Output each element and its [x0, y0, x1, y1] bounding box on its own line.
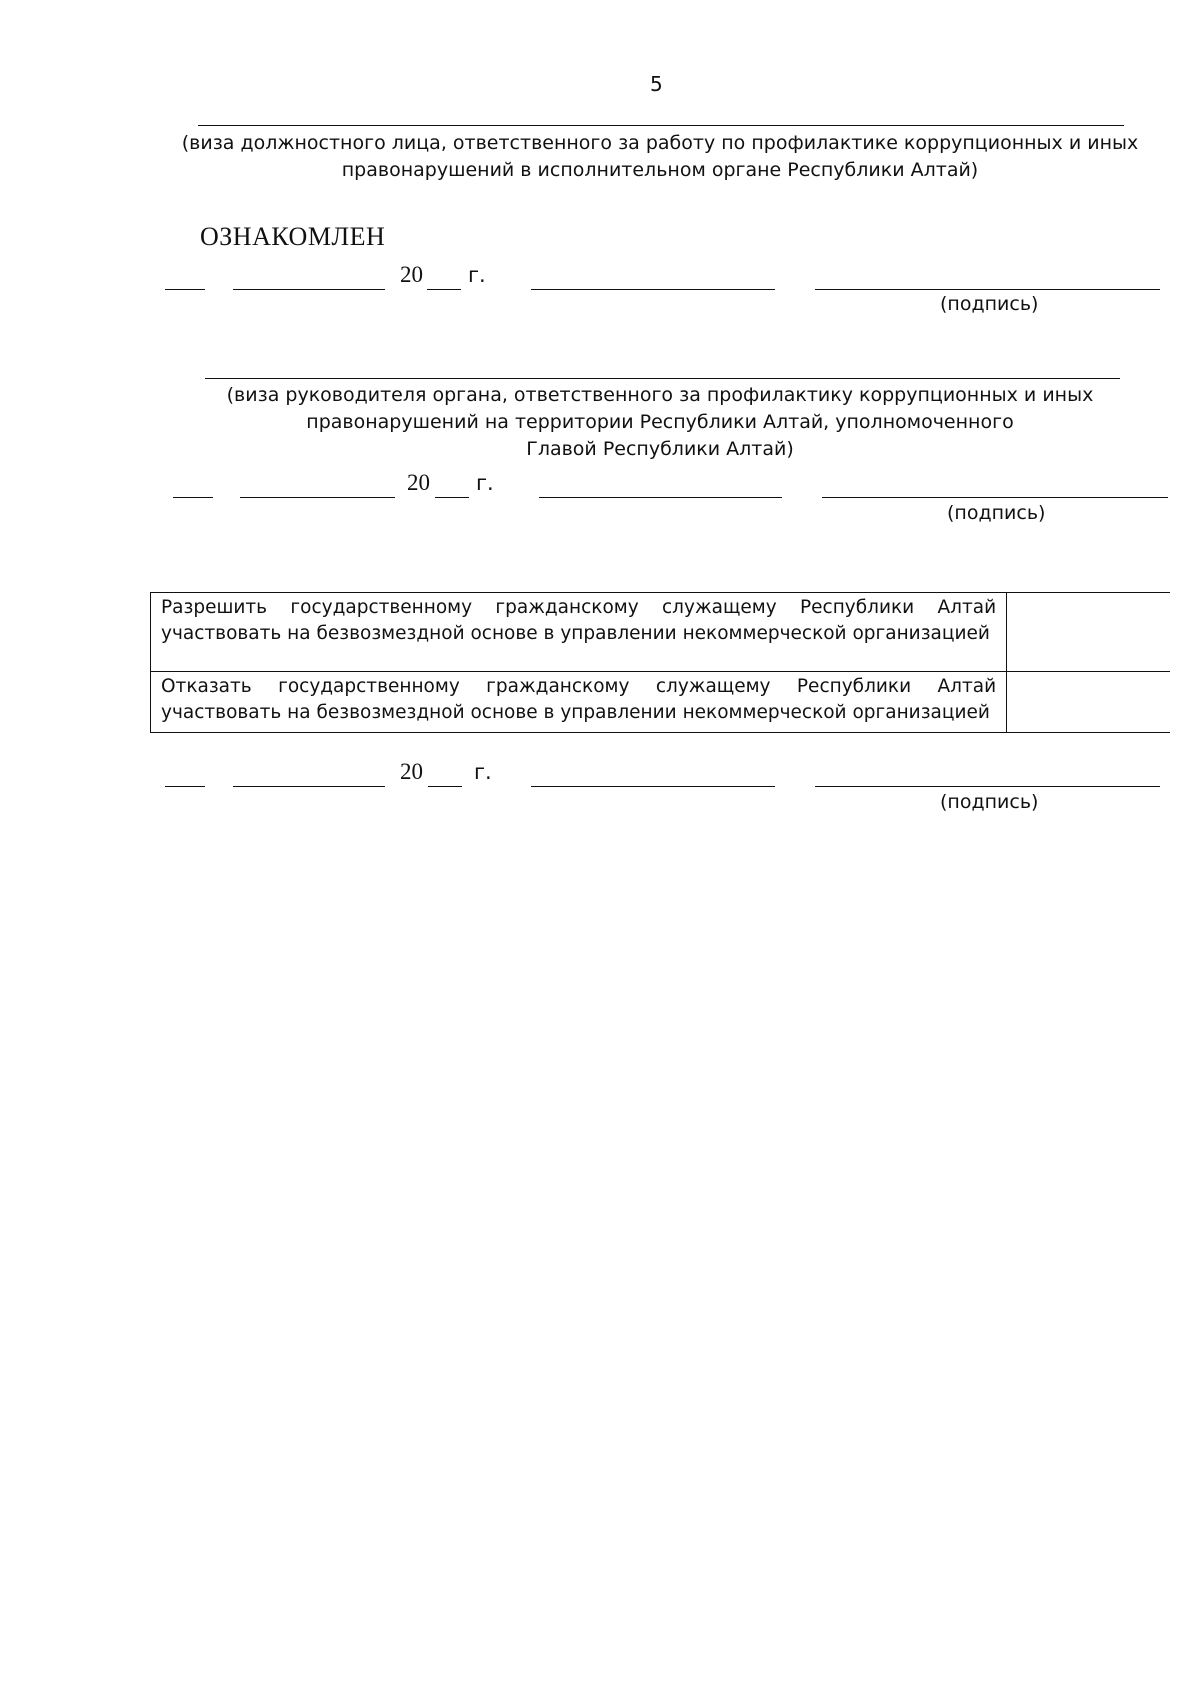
decision-table — [150, 592, 1170, 733]
signature-line[interactable] — [531, 289, 775, 290]
decision-mark-box[interactable] — [1007, 593, 1170, 672]
day-line[interactable] — [173, 497, 213, 498]
table-row — [151, 672, 1171, 733]
signature-line[interactable] — [539, 497, 782, 498]
visa-head-signature-line — [205, 378, 1120, 379]
name-line[interactable] — [815, 786, 1160, 787]
visa-official-caption — [150, 130, 1170, 184]
acknowledged-label: ОЗНАКОМЛЕН — [200, 222, 386, 251]
day-line[interactable] — [165, 786, 205, 787]
year-line[interactable] — [427, 289, 461, 290]
caption-line: правонарушений на территории Республики Алтай, уполномоченного — [306, 411, 1014, 433]
year-prefix: 20 — [400, 759, 423, 784]
month-line[interactable] — [240, 497, 395, 498]
caption-line: правонарушений в исполнительном органе Республики Алтай) — [341, 159, 979, 181]
day-line[interactable] — [165, 289, 205, 290]
signature-caption: (подпись) — [947, 502, 1046, 524]
decision-option-allow: Разрешить государственному гражданскому служащему Республики Алтай участвовать на безвозмездной основе в управлении некоммерческой организацией — [151, 593, 1007, 672]
caption-line: (виза руководителя органа, ответственного за профилактику коррупционных и иных — [226, 384, 1094, 406]
month-line[interactable] — [233, 289, 385, 290]
visa-head-caption — [150, 382, 1170, 463]
signature-caption: (подпись) — [940, 791, 1039, 813]
decision-option-refuse: Отказать государственному гражданскому служащему Республики Алтай участвовать на безвозмездной основе в управлении некоммерческой организацией — [151, 672, 1007, 733]
name-line[interactable] — [815, 289, 1160, 290]
year-suffix: г. — [474, 760, 492, 784]
signature-caption: (подпись) — [940, 293, 1039, 315]
year-prefix: 20 — [407, 470, 430, 495]
year-line[interactable] — [428, 786, 462, 787]
signature-line[interactable] — [531, 786, 775, 787]
year-line[interactable] — [435, 497, 469, 498]
page-number: 5 — [650, 72, 663, 96]
year-suffix: г. — [476, 471, 494, 495]
month-line[interactable] — [233, 786, 385, 787]
decision-mark-box[interactable] — [1007, 672, 1170, 733]
name-line[interactable] — [822, 497, 1168, 498]
caption-line: (виза должностного лица, ответственного за работу по профилактике коррупционных и иных — [181, 132, 1139, 154]
visa-official-signature-line — [198, 125, 1124, 126]
year-prefix: 20 — [400, 262, 423, 287]
caption-line: Главой Республики Алтай) — [526, 438, 794, 460]
table-row — [151, 593, 1171, 672]
year-suffix: г. — [468, 263, 486, 287]
